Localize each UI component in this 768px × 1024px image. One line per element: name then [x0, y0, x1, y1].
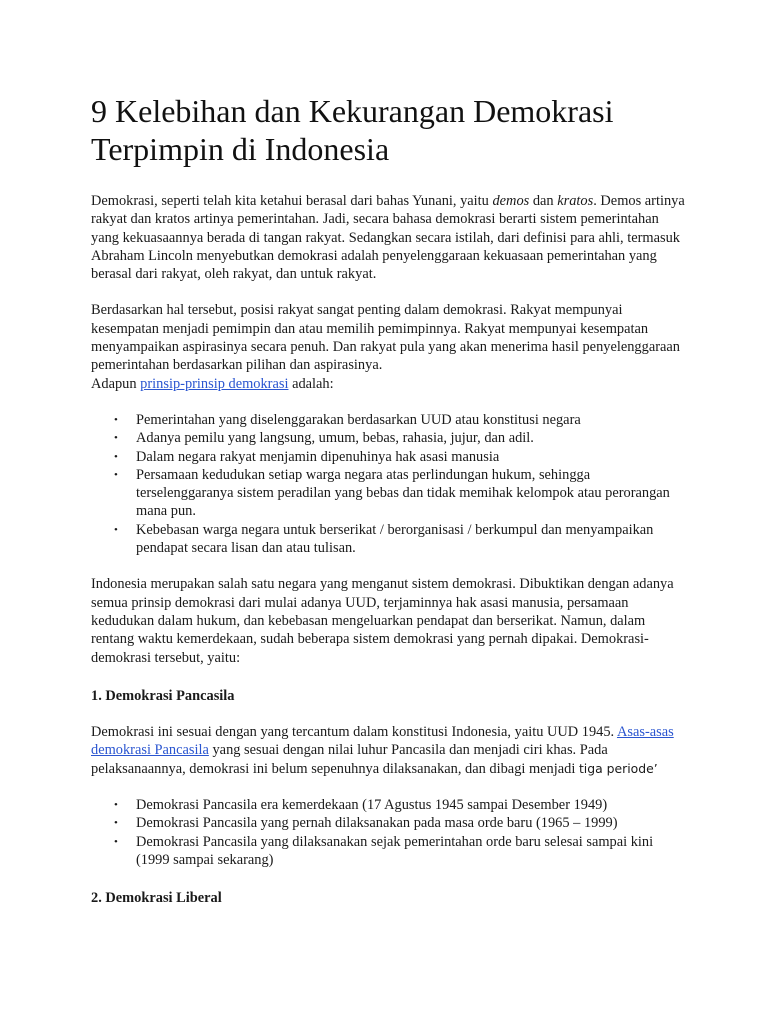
- intro-term-demos: demos: [492, 193, 530, 209]
- principles-list: [91, 411, 688, 557]
- bullet-icon: •: [114, 468, 118, 481]
- bullet-icon: •: [114, 413, 118, 426]
- list-item: [91, 833, 688, 870]
- list-item: [91, 796, 688, 814]
- list-item-text: Demokrasi Pancasila yang dilaksanakan sejak pemerintahan orde baru selesai sampai kini (1999 sampai sekarang): [136, 833, 654, 868]
- principles-intro-before: Adapun: [91, 375, 141, 392]
- bullet-icon: •: [114, 432, 118, 445]
- paragraph-rakyat: Berdasarkan hal tersebut, posisi rakyat sangat penting dalam demokrasi. Rakyat mempunyai kesempatan menjadi pemimpin dan atau memilih pemimpinnya. Rakyat mempunyai kesempatan menyampaikan aspirasinya secara penuh. Dan rakyat pula yang akan menerima hasil penyelenggaraan pemerintahan berdasarkan pilihan dan aspirasinya.: [91, 302, 680, 374]
- pancasila-text-before: Demokrasi ini sesuai dengan yang tercantum dalam konstitusi Indonesia, yaitu UUD 1945.: [91, 724, 617, 741]
- list-item-text: Persamaan kedudukan setiap warga negara atas perlindungan hukum, sehingga terselenggaranya sistem peradilan yang bebas dan tidak memihak kelompok atau perorangan mana pun.: [136, 466, 670, 520]
- list-item-text: Pemerintahan yang diselenggarakan berdasarkan UUD atau konstitusi negara: [136, 411, 581, 428]
- list-item-text: Demokrasi Pancasila yang pernah dilaksanakan pada masa orde baru (1965 – 1999): [136, 815, 618, 832]
- list-item: [91, 814, 688, 832]
- bullet-icon: •: [114, 523, 118, 536]
- intro-text-2: . Demos artinya rakyat dan kratos artinya pemerintahan. Jadi, secara bahasa demokrasi berarti sistem pemerintahan yang kekuasaannya berada di tangan rakyat. Sedangkan secara istilah, dari definisi para ahli, termasuk Abraham Lincoln menyebutkan demokrasi adalah penyelenggaraan kekuasaan pemerintahan yang berasal dari rakyat, oleh rakyat, dan untuk rakyat.: [91, 193, 685, 283]
- intro-text-1: Demokrasi, seperti telah kita ketahui berasal dari bahas Yunani, yaitu: [91, 193, 493, 209]
- pancasila-asas-link[interactable]: Asas-asas demokrasi Pancasila: [91, 724, 674, 759]
- list-item: [91, 521, 688, 558]
- list-item: [91, 411, 688, 429]
- list-item: [91, 429, 688, 447]
- list-item-text: Adanya pemilu yang langsung, umum, bebas, rahasia, jujur, dan adil.: [136, 430, 534, 447]
- list-item: [91, 448, 688, 466]
- list-item-text: Kebebasan warga negara untuk berserikat / berorganisasi / berkumpul dan menyampaikan pendapat secara lisan dan atau tulisan.: [136, 521, 654, 557]
- pancasila-text-after: yang sesuai dengan nilai luhur Pancasila dan menjadi ciri khas. Pada pelaksanaannya, demokrasi ini belum sepenuhnya dilaksanakan, dan dibagi menjadi: [91, 742, 608, 777]
- list-item: [91, 466, 688, 521]
- pancasila-periods-list: [91, 796, 688, 869]
- principles-intro: [91, 375, 688, 393]
- bullet-icon: •: [114, 799, 118, 812]
- bullet-icon: •: [114, 450, 118, 463]
- intro-paragraph: [91, 192, 688, 283]
- intro-term-kratos: kratos: [557, 193, 594, 209]
- paragraph-indonesia: Indonesia merupakan salah satu negara yang menganut sistem demokrasi. Dibuktikan dengan adanya semua prinsip demokrasi dari mulai adanya UUD, terjaminnya hak asasi manusia, persamaan kedudukan dalam hukum, dan kebebasan mengeluarkan pendapat dan berserikat. Namun, dalam rentang waktu kemerdekaan, sudah beberapa sistem demokrasi yang pernah dipakai. Demokrasi-demokrasi tersebut, yaitu:: [91, 576, 674, 666]
- bullet-icon: •: [114, 835, 118, 848]
- section-heading-liberal: 2. Demokrasi Liberal: [91, 890, 222, 907]
- article-title: 9 Kelebihan dan Kekurangan Demokrasi Terpimpin di Indonesia: [91, 93, 614, 167]
- section-heading-pancasila: 1. Demokrasi Pancasila: [91, 687, 235, 704]
- pancasila-paragraph: [91, 723, 688, 778]
- pancasila-text-tail: tiga periode’: [578, 760, 658, 776]
- list-item-text: Demokrasi Pancasila era kemerdekaan (17 Agustus 1945 sampai Desember 1949): [136, 797, 608, 814]
- list-item-text: Dalam negara rakyat menjamin dipenuhinya hak asasi manusia: [136, 448, 500, 465]
- bullet-icon: •: [114, 817, 118, 830]
- principles-intro-after: adalah:: [288, 375, 334, 392]
- principles-link[interactable]: prinsip-prinsip demokrasi: [140, 375, 289, 392]
- intro-text-and: dan: [529, 193, 558, 209]
